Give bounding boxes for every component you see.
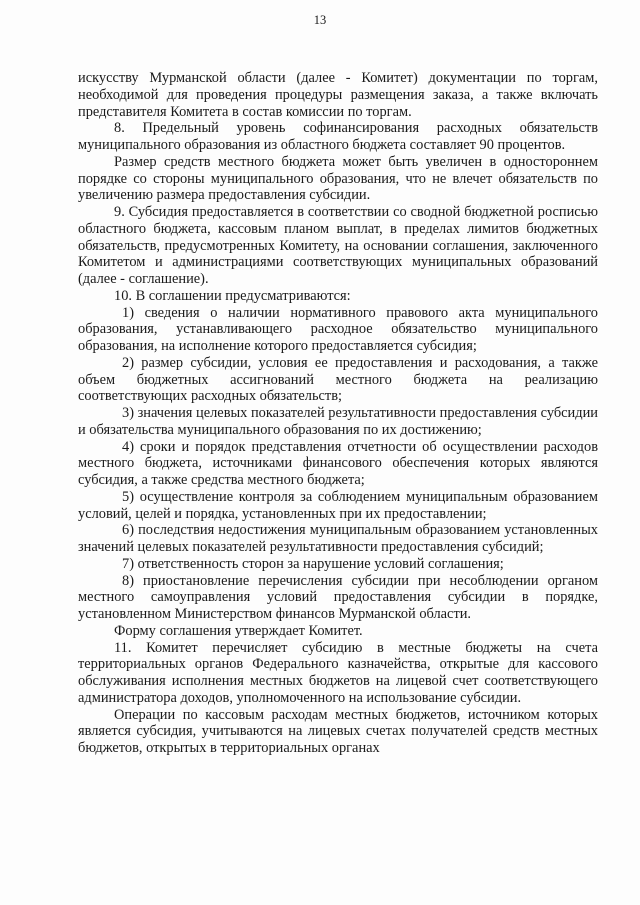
paragraph-cash-operations: Операции по кассовым расходам местных бюджетов, источником которых является субсидия, учитываются на лицевых счетах получателей средств местных бюджетов, открытых в территориальных органах <box>78 706 598 756</box>
paragraph-item-11: 11. Комитет перечисляет субсидию в местные бюджеты на счета территориальных органов Федерального казначейства, открытые для кассового обслуживания исполнения местных бюджетов на лицевой счет соответствующего администратора доходов, уполномоченного на использование субсидии. <box>78 639 598 706</box>
paragraph-agreement-form: Форму соглашения утверждает Комитет. <box>114 622 363 639</box>
subitem-5: 5) осуществление контроля за соблюдением муниципальным образованием условий, целей и порядка, установленных при их предоставлении; <box>78 488 598 522</box>
subitem-6: 6) последствия недостижения муниципальным образованием установленных значений целевых показателей результативности предоставления субсидий; <box>78 522 598 555</box>
paragraph-item-8: 8. Предельный уровень софинансирования расходных обязательств муниципального образования из областного бюджета составляет 90 процентов. <box>78 120 598 153</box>
subitem-7: 7) ответственность сторон за нарушение условий соглашения; <box>122 555 504 572</box>
subitem-3: 3) значения целевых показателей результативности предоставления субсидии и обязательства муниципального образования по их достижению; <box>78 405 598 438</box>
paragraph-continuation: искусству Мурманской области (далее - Комитет) документации по торгам, необходимой для проведения процедуры размещения заказа, а также включать представителя Комитета в состав комиссии по торгам. <box>78 70 598 120</box>
document-body <box>78 70 598 757</box>
paragraph-item-9: 9. Субсидия предоставляется в соответствии со сводной бюджетной росписью областного бюджета, кассовым планом выплат, в пределах лимитов бюджетных обязательств, предусмотренных Комитету, на основании соглашения, заключенного Комитетом и администрациями соответствующих муниципальных образований (далее - соглашение). <box>78 204 598 287</box>
paragraph-item-10: 10. В соглашении предусматриваются: <box>114 287 351 304</box>
page-number: 13 <box>313 13 327 27</box>
subitem-1: 1) сведения о наличии нормативного правового акта муниципального образования, устанавливающего расходное обязательство муниципального образования, на исполнение которого предоставляется субсидия; <box>78 304 598 354</box>
subitem-8: 8) приостановление перечисления субсидии при несоблюдении органом местного самоуправления условий предоставления субсидии в порядке, установленном Министерством финансов Мурманской области. <box>78 572 598 622</box>
subitem-4: 4) сроки и порядок представления отчетности об осуществлении расходов местного бюджета, источниками финансового обеспечения которых являются субсидия, а также средства местного бюджета; <box>78 438 598 488</box>
subitem-2: 2) размер субсидии, условия ее предоставления и расходования, а также объем бюджетных ассигнований местного бюджета на реализацию соответствующих расходных обязательств; <box>78 354 598 405</box>
paragraph-local-budget: Размер средств местного бюджета может быть увеличен в одностороннем порядке со стороны муниципального образования, что не влечет обязательств по увеличению размера предоставления субсидии. <box>78 153 598 204</box>
